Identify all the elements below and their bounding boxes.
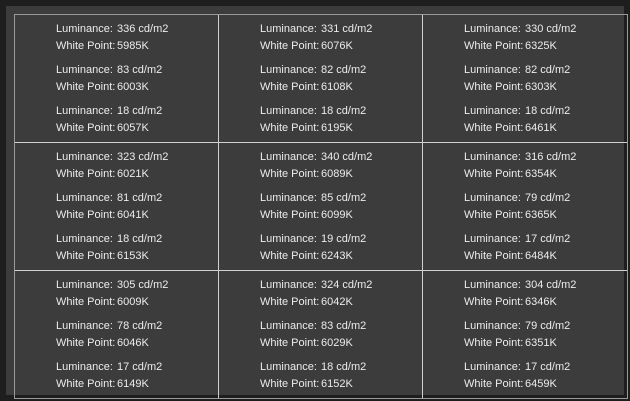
white-point-line bbox=[56, 38, 168, 55]
luminance-line bbox=[56, 277, 168, 294]
luminance-value: 18 cd/m2 bbox=[525, 105, 571, 117]
white-point-value: 6076K bbox=[321, 40, 353, 52]
white-point-label: White Point: bbox=[464, 168, 524, 180]
grid-cell-r1-c2 bbox=[219, 15, 423, 143]
luminance-label: Luminance: bbox=[260, 192, 317, 204]
grid-cell-r2-c3 bbox=[423, 143, 627, 271]
white-point-label: White Point: bbox=[56, 337, 116, 349]
grid-cell-r1-c1 bbox=[15, 15, 219, 143]
white-point-label: White Point: bbox=[56, 209, 116, 221]
luminance-line bbox=[260, 103, 366, 120]
grid-cell-r3-c2 bbox=[219, 271, 423, 398]
luminance-label: Luminance: bbox=[464, 361, 521, 373]
luminance-value: 305 cd/m2 bbox=[117, 279, 169, 291]
luminance-label: Luminance: bbox=[56, 192, 113, 204]
luminance-label: Luminance: bbox=[260, 279, 317, 291]
luminance-value: 17 cd/m2 bbox=[525, 233, 571, 245]
measurement-entry bbox=[56, 359, 162, 393]
measurement-entry bbox=[464, 21, 576, 55]
white-point-value: 5985K bbox=[117, 40, 149, 52]
measurement-entry bbox=[56, 318, 162, 352]
white-point-line bbox=[56, 79, 162, 96]
white-point-label: White Point: bbox=[56, 168, 116, 180]
luminance-label: Luminance: bbox=[464, 192, 521, 204]
white-point-value: 6021K bbox=[117, 168, 149, 180]
white-point-value: 6046K bbox=[117, 337, 149, 349]
luminance-value: 19 cd/m2 bbox=[321, 233, 367, 245]
luminance-label: Luminance: bbox=[260, 64, 317, 76]
measurement-entry bbox=[56, 103, 162, 137]
luminance-value: 316 cd/m2 bbox=[525, 151, 577, 163]
white-point-label: White Point: bbox=[260, 209, 320, 221]
luminance-value: 81 cd/m2 bbox=[117, 192, 163, 204]
measurement-entry bbox=[56, 190, 162, 224]
luminance-line bbox=[260, 21, 372, 38]
white-point-value: 6243K bbox=[321, 250, 353, 262]
luminance-value: 17 cd/m2 bbox=[117, 361, 163, 373]
grid-cell-r3-c3 bbox=[423, 271, 627, 398]
luminance-line bbox=[464, 103, 570, 120]
measurement-entry bbox=[260, 21, 372, 55]
grid-cell-r3-c1 bbox=[15, 271, 219, 398]
white-point-value: 6351K bbox=[525, 337, 557, 349]
white-point-line bbox=[260, 207, 366, 224]
white-point-value: 6057K bbox=[117, 122, 149, 134]
white-point-label: White Point: bbox=[464, 81, 524, 93]
white-point-line bbox=[260, 120, 366, 137]
white-point-value: 6152K bbox=[321, 378, 353, 390]
measurement-entry bbox=[464, 62, 570, 96]
luminance-label: Luminance: bbox=[260, 23, 317, 35]
luminance-value: 82 cd/m2 bbox=[525, 64, 571, 76]
white-point-line bbox=[464, 248, 570, 265]
white-point-value: 6461K bbox=[525, 122, 557, 134]
luminance-value: 79 cd/m2 bbox=[525, 320, 571, 332]
white-point-label: White Point: bbox=[464, 209, 524, 221]
luminance-line bbox=[464, 190, 570, 207]
measurement-entry bbox=[260, 149, 372, 183]
measurement-entry bbox=[56, 231, 162, 265]
luminance-label: Luminance: bbox=[56, 279, 113, 291]
white-point-value: 6149K bbox=[117, 378, 149, 390]
white-point-label: White Point: bbox=[56, 40, 116, 52]
white-point-label: White Point: bbox=[56, 250, 116, 262]
luminance-line bbox=[464, 21, 576, 38]
white-point-line bbox=[260, 79, 366, 96]
measurement-entry bbox=[260, 62, 366, 96]
grid-cell-r2-c2 bbox=[219, 143, 423, 271]
luminance-value: 18 cd/m2 bbox=[117, 233, 163, 245]
measurement-entry bbox=[464, 190, 570, 224]
luminance-label: Luminance: bbox=[260, 361, 317, 373]
luminance-label: Luminance: bbox=[56, 151, 113, 163]
luminance-label: Luminance: bbox=[464, 105, 521, 117]
white-point-line bbox=[464, 38, 576, 55]
measurement-entry bbox=[464, 318, 570, 352]
white-point-line bbox=[464, 335, 570, 352]
luminance-line bbox=[260, 62, 366, 79]
white-point-line bbox=[464, 294, 576, 311]
luminance-label: Luminance: bbox=[260, 105, 317, 117]
white-point-value: 6325K bbox=[525, 40, 557, 52]
white-point-value: 6009K bbox=[117, 296, 149, 308]
white-point-value: 6195K bbox=[321, 122, 353, 134]
luminance-line bbox=[260, 277, 372, 294]
white-point-line bbox=[464, 120, 570, 137]
white-point-line bbox=[464, 207, 570, 224]
grid-cell-r1-c3 bbox=[423, 15, 627, 143]
luminance-label: Luminance: bbox=[464, 64, 521, 76]
white-point-line bbox=[56, 376, 162, 393]
white-point-value: 6354K bbox=[525, 168, 557, 180]
white-point-line bbox=[464, 166, 576, 183]
white-point-value: 6346K bbox=[525, 296, 557, 308]
white-point-line bbox=[56, 335, 162, 352]
white-point-label: White Point: bbox=[56, 296, 116, 308]
luminance-line bbox=[56, 190, 162, 207]
luminance-label: Luminance: bbox=[56, 105, 113, 117]
luminance-label: Luminance: bbox=[56, 233, 113, 245]
luminance-value: 323 cd/m2 bbox=[117, 151, 169, 163]
luminance-line bbox=[464, 62, 570, 79]
luminance-value: 331 cd/m2 bbox=[321, 23, 373, 35]
luminance-line bbox=[464, 149, 576, 166]
luminance-line bbox=[56, 62, 162, 79]
white-point-label: White Point: bbox=[464, 337, 524, 349]
white-point-label: White Point: bbox=[260, 81, 320, 93]
white-point-value: 6042K bbox=[321, 296, 353, 308]
white-point-line bbox=[260, 376, 366, 393]
luminance-line bbox=[56, 149, 168, 166]
white-point-line bbox=[260, 38, 372, 55]
white-point-line bbox=[464, 376, 570, 393]
luminance-line bbox=[464, 318, 570, 335]
measurement-entry bbox=[260, 318, 366, 352]
white-point-label: White Point: bbox=[464, 122, 524, 134]
luminance-label: Luminance: bbox=[464, 23, 521, 35]
white-point-line bbox=[260, 166, 372, 183]
white-point-line bbox=[260, 335, 366, 352]
luminance-value: 340 cd/m2 bbox=[321, 151, 373, 163]
luminance-label: Luminance: bbox=[56, 361, 113, 373]
luminance-value: 78 cd/m2 bbox=[117, 320, 163, 332]
luminance-line bbox=[56, 21, 168, 38]
white-point-value: 6029K bbox=[321, 337, 353, 349]
luminance-label: Luminance: bbox=[260, 151, 317, 163]
measurement-entry bbox=[464, 277, 576, 311]
luminance-value: 85 cd/m2 bbox=[321, 192, 367, 204]
white-point-line bbox=[464, 79, 570, 96]
luminance-value: 336 cd/m2 bbox=[117, 23, 169, 35]
luminance-value: 330 cd/m2 bbox=[525, 23, 577, 35]
white-point-label: White Point: bbox=[464, 250, 524, 262]
white-point-label: White Point: bbox=[464, 378, 524, 390]
luminance-value: 18 cd/m2 bbox=[321, 105, 367, 117]
white-point-line bbox=[260, 294, 372, 311]
measurement-entry bbox=[464, 359, 570, 393]
white-point-label: White Point: bbox=[464, 296, 524, 308]
luminance-value: 18 cd/m2 bbox=[321, 361, 367, 373]
white-point-line bbox=[260, 248, 366, 265]
measurement-entry bbox=[464, 103, 570, 137]
luminance-label: Luminance: bbox=[56, 23, 113, 35]
white-point-value: 6099K bbox=[321, 209, 353, 221]
white-point-value: 6365K bbox=[525, 209, 557, 221]
luminance-value: 304 cd/m2 bbox=[525, 279, 577, 291]
grid-cell-r2-c1 bbox=[15, 143, 219, 271]
measurement-entry bbox=[260, 190, 366, 224]
measurement-entry bbox=[56, 21, 168, 55]
luminance-value: 83 cd/m2 bbox=[117, 64, 163, 76]
measurement-entry bbox=[56, 149, 168, 183]
white-point-label: White Point: bbox=[464, 40, 524, 52]
luminance-label: Luminance: bbox=[464, 233, 521, 245]
white-point-value: 6041K bbox=[117, 209, 149, 221]
white-point-value: 6459K bbox=[525, 378, 557, 390]
luminance-line bbox=[464, 231, 570, 248]
white-point-value: 6484K bbox=[525, 250, 557, 262]
luminance-label: Luminance: bbox=[464, 279, 521, 291]
measurement-entry bbox=[464, 231, 570, 265]
measurement-entry bbox=[260, 231, 366, 265]
white-point-label: White Point: bbox=[260, 122, 320, 134]
luminance-line bbox=[56, 318, 162, 335]
white-point-value: 6153K bbox=[117, 250, 149, 262]
luminance-line bbox=[260, 318, 366, 335]
measurement-entry bbox=[260, 277, 372, 311]
luminance-line bbox=[464, 359, 570, 376]
white-point-label: White Point: bbox=[260, 40, 320, 52]
white-point-value: 6003K bbox=[117, 81, 149, 93]
luminance-line bbox=[56, 359, 162, 376]
luminance-label: Luminance: bbox=[464, 320, 521, 332]
luminance-line bbox=[260, 359, 366, 376]
luminance-value: 82 cd/m2 bbox=[321, 64, 367, 76]
white-point-value: 6089K bbox=[321, 168, 353, 180]
luminance-label: Luminance: bbox=[260, 320, 317, 332]
luminance-line bbox=[56, 103, 162, 120]
luminance-label: Luminance: bbox=[56, 64, 113, 76]
white-point-label: White Point: bbox=[260, 296, 320, 308]
white-point-label: White Point: bbox=[56, 378, 116, 390]
white-point-line bbox=[56, 248, 162, 265]
white-point-value: 6108K bbox=[321, 81, 353, 93]
luminance-label: Luminance: bbox=[56, 320, 113, 332]
luminance-line bbox=[260, 149, 372, 166]
luminance-value: 79 cd/m2 bbox=[525, 192, 571, 204]
luminance-value: 83 cd/m2 bbox=[321, 320, 367, 332]
measurement-entry bbox=[260, 103, 366, 137]
white-point-label: White Point: bbox=[56, 122, 116, 134]
luminance-value: 324 cd/m2 bbox=[321, 279, 373, 291]
white-point-label: White Point: bbox=[260, 168, 320, 180]
luminance-line bbox=[56, 231, 162, 248]
white-point-line bbox=[56, 166, 168, 183]
luminance-line bbox=[464, 277, 576, 294]
luminance-line bbox=[260, 190, 366, 207]
luminance-value: 18 cd/m2 bbox=[117, 105, 163, 117]
white-point-label: White Point: bbox=[260, 378, 320, 390]
luminance-label: Luminance: bbox=[260, 233, 317, 245]
white-point-line bbox=[56, 207, 162, 224]
uniformity-grid bbox=[14, 14, 628, 399]
luminance-label: Luminance: bbox=[464, 151, 521, 163]
white-point-value: 6303K bbox=[525, 81, 557, 93]
luminance-line bbox=[260, 231, 366, 248]
white-point-label: White Point: bbox=[260, 250, 320, 262]
luminance-value: 17 cd/m2 bbox=[525, 361, 571, 373]
white-point-line bbox=[56, 120, 162, 137]
white-point-label: White Point: bbox=[260, 337, 320, 349]
measurement-entry bbox=[260, 359, 366, 393]
measurement-entry bbox=[464, 149, 576, 183]
measurement-entry bbox=[56, 277, 168, 311]
white-point-label: White Point: bbox=[56, 81, 116, 93]
measurement-entry bbox=[56, 62, 162, 96]
white-point-line bbox=[56, 294, 168, 311]
